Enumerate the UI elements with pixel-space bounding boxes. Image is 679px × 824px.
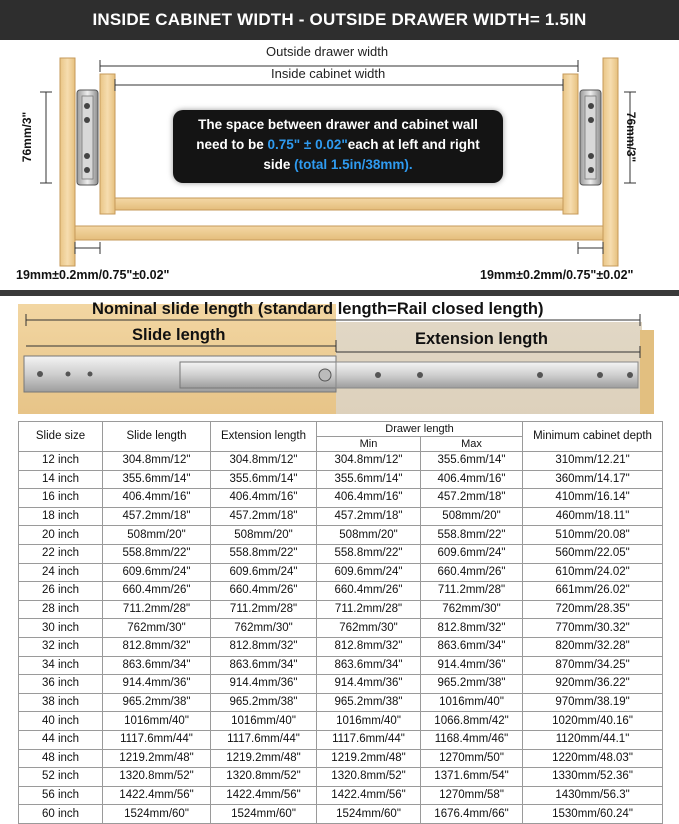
cell-extension-length: 457.2mm/18" — [211, 507, 317, 526]
cell-slide-length: 711.2mm/28" — [103, 600, 211, 619]
cell-slide-size: 36 inch — [19, 675, 103, 694]
cell-extension-length: 508mm/20" — [211, 526, 317, 545]
cabinet-bottom — [75, 226, 603, 240]
cell-drawer-min: 965.2mm/38" — [317, 693, 421, 712]
cell-slide-size: 60 inch — [19, 805, 103, 824]
callout-line-2: need to be 0.75" ± 0.02"each at left and right — [196, 137, 480, 152]
table-row — [19, 637, 663, 656]
slide-length-label: Slide length — [132, 326, 226, 344]
cell-slide-length: 1524mm/60" — [103, 805, 211, 824]
cell-extension-length: 355.6mm/14" — [211, 470, 317, 489]
cell-drawer-min: 1016mm/40" — [317, 712, 421, 731]
cell-min-cabinet-depth: 360mm/14.17" — [523, 470, 663, 489]
cell-drawer-min: 508mm/20" — [317, 526, 421, 545]
cell-drawer-min: 609.6mm/24" — [317, 563, 421, 582]
cell-slide-size: 40 inch — [19, 712, 103, 731]
cell-extension-length: 406.4mm/16" — [211, 489, 317, 508]
cell-min-cabinet-depth: 720mm/28.35" — [523, 600, 663, 619]
cell-min-cabinet-depth: 770mm/30.32" — [523, 619, 663, 638]
cell-min-cabinet-depth: 1020mm/40.16" — [523, 712, 663, 731]
cell-drawer-max: 863.6mm/34" — [421, 637, 523, 656]
cell-drawer-max: 914.4mm/36" — [421, 656, 523, 675]
table-row — [19, 452, 663, 471]
callout-line-1: The space between drawer and cabinet wall — [198, 117, 478, 132]
cell-slide-length: 1422.4mm/56" — [103, 786, 211, 805]
cell-extension-length: 304.8mm/12" — [211, 452, 317, 471]
cell-slide-size: 52 inch — [19, 768, 103, 787]
cell-slide-length: 812.8mm/32" — [103, 637, 211, 656]
cell-drawer-min: 355.6mm/14" — [317, 470, 421, 489]
cell-extension-length: 558.8mm/22" — [211, 544, 317, 563]
cell-extension-length: 1016mm/40" — [211, 712, 317, 731]
cell-slide-length: 558.8mm/22" — [103, 544, 211, 563]
table-row — [19, 526, 663, 545]
cell-drawer-min: 1117.6mm/44" — [317, 730, 421, 749]
cell-drawer-min: 304.8mm/12" — [317, 452, 421, 471]
cell-slide-length: 762mm/30" — [103, 619, 211, 638]
cell-slide-length: 1117.6mm/44" — [103, 730, 211, 749]
cell-drawer-max: 1066.8mm/42" — [421, 712, 523, 731]
cell-slide-length: 609.6mm/24" — [103, 563, 211, 582]
cell-min-cabinet-depth: 460mm/18.11" — [523, 507, 663, 526]
cell-drawer-max: 1016mm/40" — [421, 693, 523, 712]
cell-slide-size: 30 inch — [19, 619, 103, 638]
middle-rail — [180, 362, 360, 388]
cabinet-width-diagram — [0, 40, 679, 290]
cell-slide-size: 48 inch — [19, 749, 103, 768]
inside-cabinet-width-label: Inside cabinet width — [271, 66, 386, 81]
cell-extension-length: 1320.8mm/52" — [211, 768, 317, 787]
cell-drawer-min: 406.4mm/16" — [317, 489, 421, 508]
cell-min-cabinet-depth: 970mm/38.19" — [523, 693, 663, 712]
table-row — [19, 730, 663, 749]
cell-slide-size: 14 inch — [19, 470, 103, 489]
slide-size-table — [18, 421, 662, 820]
nominal-slide-length-label: Nominal slide length (standard length=Rail closed length) — [92, 300, 544, 318]
drawer-side-right — [563, 74, 578, 214]
table-body — [19, 452, 663, 824]
cell-slide-size: 20 inch — [19, 526, 103, 545]
cell-slide-size: 28 inch — [19, 600, 103, 619]
table-row — [19, 693, 663, 712]
cell-slide-length: 1219.2mm/48" — [103, 749, 211, 768]
inner-rail — [336, 362, 638, 388]
table-row — [19, 600, 663, 619]
page-title-banner — [0, 0, 679, 40]
cell-slide-length: 660.4mm/26" — [103, 582, 211, 601]
cell-drawer-max: 711.2mm/28" — [421, 582, 523, 601]
cell-slide-length: 914.4mm/36" — [103, 675, 211, 694]
cell-extension-length: 762mm/30" — [211, 619, 317, 638]
cell-min-cabinet-depth: 1120mm/44.1" — [523, 730, 663, 749]
cell-drawer-max: 1676.4mm/66" — [421, 805, 523, 824]
table-row — [19, 544, 663, 563]
cell-drawer-max: 609.6mm/24" — [421, 544, 523, 563]
slide-height-label-right: 76mm/3" — [624, 111, 639, 163]
cell-drawer-min: 812.8mm/32" — [317, 637, 421, 656]
cell-slide-length: 355.6mm/14" — [103, 470, 211, 489]
cell-min-cabinet-depth: 560mm/22.05" — [523, 544, 663, 563]
cell-drawer-min: 1320.8mm/52" — [317, 768, 421, 787]
cell-drawer-max: 1270mm/58" — [421, 786, 523, 805]
cell-drawer-max: 762mm/30" — [421, 600, 523, 619]
gap-tolerance-label-right: 19mm±0.2mm/0.75"±0.02" — [480, 268, 634, 282]
cell-drawer-min: 863.6mm/34" — [317, 656, 421, 675]
table-row — [19, 712, 663, 731]
cell-slide-length: 1016mm/40" — [103, 712, 211, 731]
table-row — [19, 656, 663, 675]
table-row — [19, 786, 663, 805]
header-drawer-length: Drawer length — [317, 422, 523, 437]
header-drawer-min: Min — [317, 437, 421, 452]
cell-min-cabinet-depth: 1330mm/52.36" — [523, 768, 663, 787]
cell-extension-length: 1422.4mm/56" — [211, 786, 317, 805]
cabinet-wall-left — [60, 58, 75, 266]
cell-extension-length: 609.6mm/24" — [211, 563, 317, 582]
cell-slide-length: 406.4mm/16" — [103, 489, 211, 508]
cell-slide-size: 16 inch — [19, 489, 103, 508]
cell-drawer-min: 457.2mm/18" — [317, 507, 421, 526]
slide-right — [580, 90, 601, 185]
cell-drawer-min: 1524mm/60" — [317, 805, 421, 824]
cell-slide-size: 34 inch — [19, 656, 103, 675]
cell-drawer-max: 1371.6mm/54" — [421, 768, 523, 787]
cell-slide-length: 304.8mm/12" — [103, 452, 211, 471]
cell-drawer-max: 457.2mm/18" — [421, 489, 523, 508]
cell-slide-size: 22 inch — [19, 544, 103, 563]
table-row — [19, 805, 663, 824]
table-row — [19, 489, 663, 508]
slide-left — [77, 90, 98, 185]
slide-length-diagram — [0, 296, 679, 416]
cell-drawer-max: 508mm/20" — [421, 507, 523, 526]
table-row — [19, 507, 663, 526]
cell-drawer-min: 1422.4mm/56" — [317, 786, 421, 805]
cell-slide-size: 32 inch — [19, 637, 103, 656]
cell-min-cabinet-depth: 820mm/32.28" — [523, 637, 663, 656]
cell-min-cabinet-depth: 661mm/26.02" — [523, 582, 663, 601]
cell-extension-length: 1524mm/60" — [211, 805, 317, 824]
drawer-side-left — [100, 74, 115, 214]
cell-slide-length: 965.2mm/38" — [103, 693, 211, 712]
callout-line-3: side (total 1.5in/38mm). — [263, 157, 413, 172]
cell-slide-size: 44 inch — [19, 730, 103, 749]
slide-height-label-left: 76mm/3" — [20, 111, 35, 163]
cell-extension-length: 1117.6mm/44" — [211, 730, 317, 749]
cell-min-cabinet-depth: 1220mm/48.03" — [523, 749, 663, 768]
cell-min-cabinet-depth: 920mm/36.22" — [523, 675, 663, 694]
cell-drawer-min: 711.2mm/28" — [317, 600, 421, 619]
cell-slide-size: 38 inch — [19, 693, 103, 712]
gap-tolerance-label-left: 19mm±0.2mm/0.75"±0.02" — [16, 268, 170, 282]
cell-extension-length: 914.4mm/36" — [211, 675, 317, 694]
cell-extension-length: 965.2mm/38" — [211, 693, 317, 712]
cell-extension-length: 1219.2mm/48" — [211, 749, 317, 768]
cell-drawer-max: 558.8mm/22" — [421, 526, 523, 545]
table-row — [19, 675, 663, 694]
outside-drawer-width-label: Outside drawer width — [266, 44, 389, 59]
extension-length-label: Extension length — [415, 330, 548, 348]
cell-min-cabinet-depth: 610mm/24.02" — [523, 563, 663, 582]
gap-callout — [173, 110, 503, 183]
table-row — [19, 470, 663, 489]
cell-extension-length: 812.8mm/32" — [211, 637, 317, 656]
cell-drawer-min: 660.4mm/26" — [317, 582, 421, 601]
cell-min-cabinet-depth: 510mm/20.08" — [523, 526, 663, 545]
header-drawer-max: Max — [421, 437, 523, 452]
header-slide-length: Slide length — [103, 422, 211, 452]
cell-drawer-max: 406.4mm/16" — [421, 470, 523, 489]
cell-min-cabinet-depth: 1530mm/60.24" — [523, 805, 663, 824]
cabinet-wall-right — [603, 58, 618, 266]
cell-drawer-min: 1219.2mm/48" — [317, 749, 421, 768]
cell-slide-size: 56 inch — [19, 786, 103, 805]
cell-drawer-max: 965.2mm/38" — [421, 675, 523, 694]
cell-drawer-max: 355.6mm/14" — [421, 452, 523, 471]
cell-drawer-max: 1168.4mm/46" — [421, 730, 523, 749]
cell-slide-length: 457.2mm/18" — [103, 507, 211, 526]
cell-drawer-max: 1270mm/50" — [421, 749, 523, 768]
cell-drawer-min: 558.8mm/22" — [317, 544, 421, 563]
cell-slide-length: 508mm/20" — [103, 526, 211, 545]
cell-extension-length: 660.4mm/26" — [211, 582, 317, 601]
cell-drawer-min: 914.4mm/36" — [317, 675, 421, 694]
table-row — [19, 768, 663, 787]
table-row — [19, 619, 663, 638]
table-row — [19, 749, 663, 768]
cell-drawer-max: 812.8mm/32" — [421, 619, 523, 638]
cell-slide-size: 24 inch — [19, 563, 103, 582]
cell-slide-size: 26 inch — [19, 582, 103, 601]
header-min-cabinet-depth: Minimum cabinet depth — [523, 422, 663, 452]
cell-drawer-max: 660.4mm/26" — [421, 563, 523, 582]
header-extension-length: Extension length — [211, 422, 317, 452]
table-row — [19, 563, 663, 582]
page-title: INSIDE CABINET WIDTH - OUTSIDE DRAWER WIDTH= 1.5IN — [92, 10, 587, 29]
cell-slide-length: 1320.8mm/52" — [103, 768, 211, 787]
cell-slide-size: 18 inch — [19, 507, 103, 526]
table-row — [19, 582, 663, 601]
cell-min-cabinet-depth: 310mm/12.21" — [523, 452, 663, 471]
drawer-bottom — [115, 198, 563, 210]
cell-min-cabinet-depth: 410mm/16.14" — [523, 489, 663, 508]
cell-slide-length: 863.6mm/34" — [103, 656, 211, 675]
cell-min-cabinet-depth: 870mm/34.25" — [523, 656, 663, 675]
cell-slide-size: 12 inch — [19, 452, 103, 471]
cell-drawer-min: 762mm/30" — [317, 619, 421, 638]
cell-min-cabinet-depth: 1430mm/56.3" — [523, 786, 663, 805]
cell-extension-length: 711.2mm/28" — [211, 600, 317, 619]
header-slide-size: Slide size — [19, 422, 103, 452]
cell-extension-length: 863.6mm/34" — [211, 656, 317, 675]
